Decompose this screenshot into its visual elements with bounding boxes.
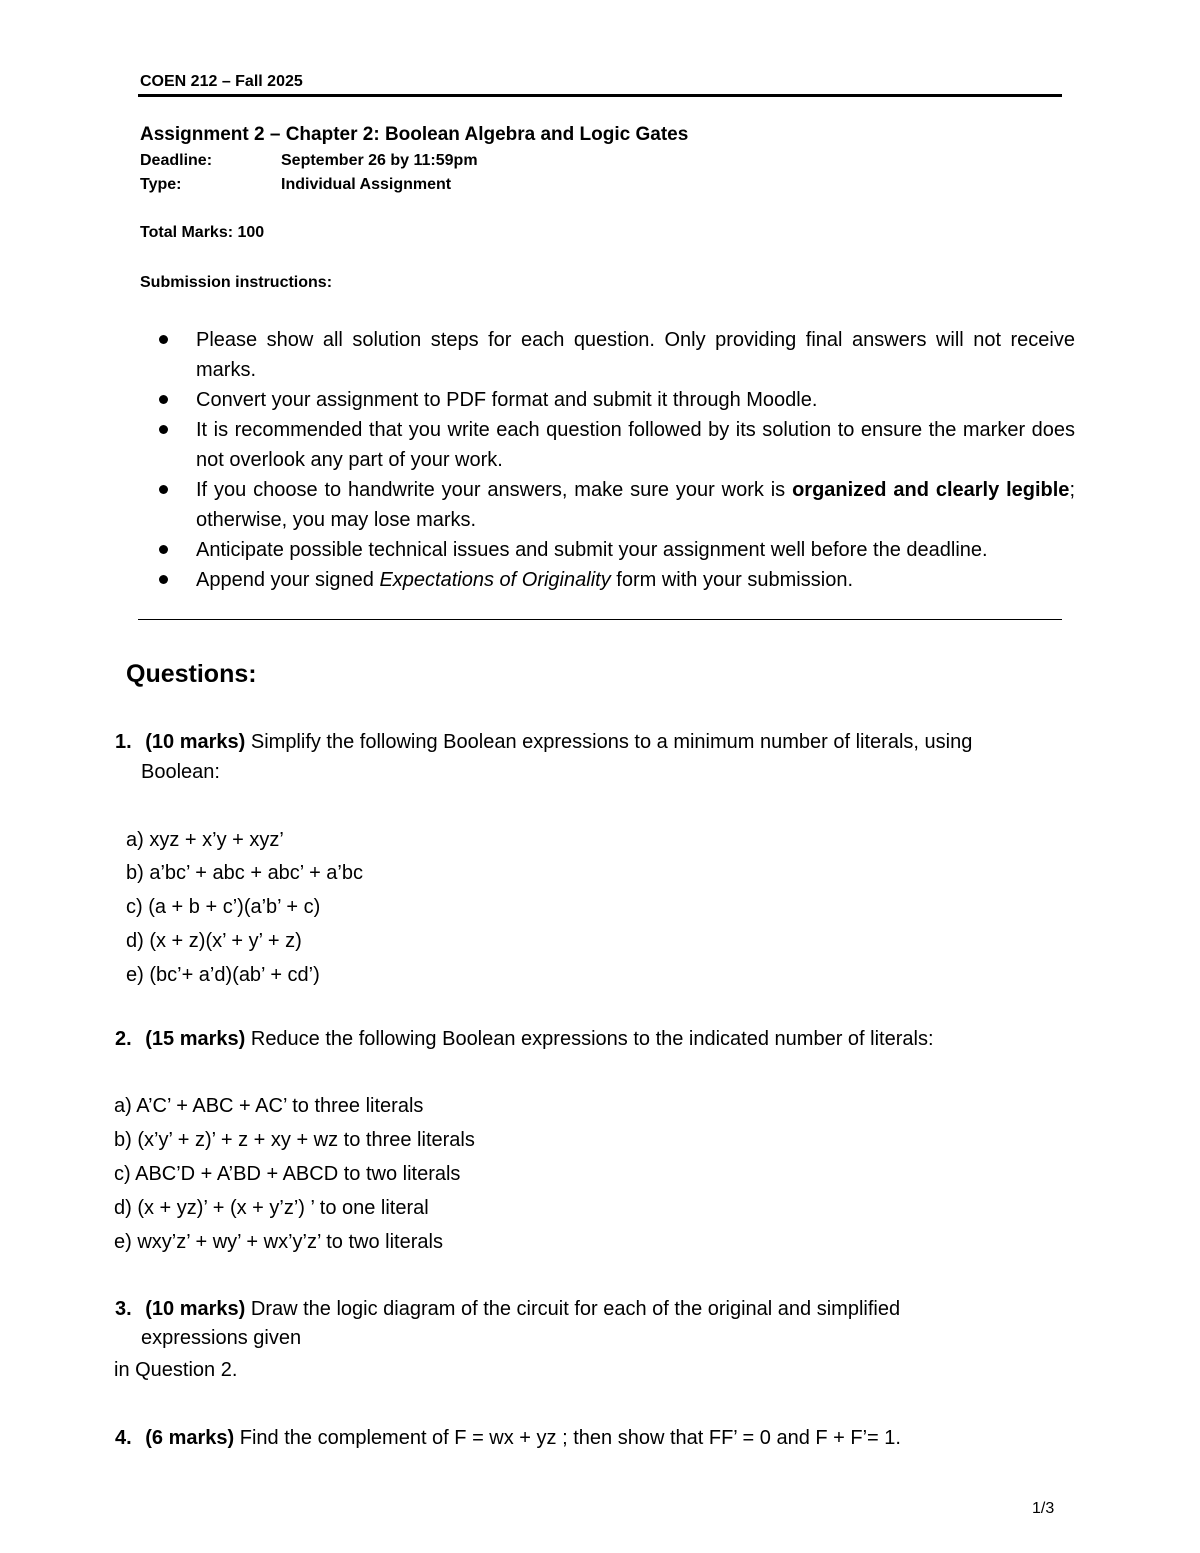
question-text: Draw the logic diagram of the circuit for each of the original and simplified bbox=[245, 1298, 901, 1320]
q1-part-b: b) a’bc’ + abc + abc’ + a’bc bbox=[126, 862, 363, 884]
instruction-text: Anticipate possible technical issues and submit your assignment well before the deadline. bbox=[196, 539, 988, 561]
instruction-text: Convert your assignment to PDF format and submit it through Moodle. bbox=[196, 389, 818, 411]
deadline-value: September 26 by 11:59pm bbox=[281, 152, 478, 169]
instruction-item bbox=[140, 325, 1075, 385]
question-4 bbox=[115, 1427, 901, 1450]
q1-part-d: d) (x + z)(x’ + y’ + z) bbox=[126, 930, 302, 952]
question-marks: (10 marks) bbox=[145, 731, 246, 753]
question-text: Reduce the following Boolean expressions to the indicated number of literals: bbox=[245, 1028, 934, 1050]
question-3-continuation: in Question 2. bbox=[114, 1359, 238, 1381]
type-value: Individual Assignment bbox=[281, 176, 452, 193]
header-rule bbox=[138, 94, 1062, 97]
questions-heading: Questions: bbox=[126, 660, 257, 688]
question-3 bbox=[115, 1298, 900, 1321]
bullet-icon bbox=[159, 335, 168, 344]
question-marks: (10 marks) bbox=[145, 1298, 246, 1320]
bullet-icon bbox=[159, 485, 168, 494]
question-marks: (6 marks) bbox=[145, 1427, 235, 1449]
instruction-item bbox=[140, 385, 1075, 415]
question-1 bbox=[115, 731, 972, 754]
q2-part-d: d) (x + yz)’ + (x + y’z’) ’ to one literal bbox=[114, 1197, 429, 1219]
question-number: 2. bbox=[115, 1028, 132, 1050]
bullet-icon bbox=[159, 575, 168, 584]
form-name: Expectations of Originality bbox=[379, 569, 611, 591]
question-number: 4. bbox=[115, 1427, 132, 1449]
instruction-item bbox=[140, 475, 1075, 535]
instruction-text: It is recommended that you write each question followed by its solution to ensure the marker does not overlook any part of your work. bbox=[196, 419, 1075, 471]
instruction-text: ; otherwise, you may lose marks. bbox=[196, 479, 1075, 531]
bullet-icon bbox=[159, 545, 168, 554]
instruction-item bbox=[140, 535, 1075, 565]
question-3-continuation: expressions given bbox=[141, 1327, 302, 1349]
course-header: COEN 212 – Fall 2025 bbox=[140, 73, 303, 90]
instruction-text: Please show all solution steps for each question. Only providing final answers will not receive marks. bbox=[196, 329, 1075, 381]
assignment-title: Assignment 2 – Chapter 2: Boolean Algebra and Logic Gates bbox=[140, 124, 689, 145]
q2-part-a: a) A’C’ + ABC + AC’ to three literals bbox=[114, 1095, 424, 1117]
instruction-text: form with your submission. bbox=[610, 569, 853, 591]
question-number: 3. bbox=[115, 1298, 132, 1320]
instruction-text: If you choose to handwrite your answers, make sure your work is bbox=[196, 479, 793, 501]
q1-part-e: e) (bc’+ a’d)(ab’ + cd’) bbox=[126, 964, 320, 986]
instruction-emphasis: organized and clearly legible bbox=[792, 479, 1070, 501]
instruction-item bbox=[140, 565, 1075, 595]
section-divider bbox=[138, 619, 1062, 620]
question-2 bbox=[115, 1028, 934, 1051]
bullet-icon bbox=[159, 425, 168, 434]
type-label: Type: bbox=[140, 176, 182, 193]
submission-heading: Submission instructions: bbox=[140, 274, 333, 291]
deadline-label: Deadline: bbox=[140, 152, 213, 169]
q2-part-b: b) (x’y’ + z)’ + z + xy + wz to three literals bbox=[114, 1129, 475, 1151]
q2-part-e: e) wxy’z’ + wy’ + wx’y’z’ to two literals bbox=[114, 1231, 443, 1253]
question-number: 1. bbox=[115, 731, 132, 753]
question-text: Find the complement of F = wx + yz ; then show that FF’ = 0 and F + F’= 1. bbox=[234, 1427, 901, 1449]
instructions-list bbox=[140, 325, 1075, 595]
page-number: 1/3 bbox=[1032, 1500, 1055, 1517]
instruction-item bbox=[140, 415, 1075, 475]
q2-part-c: c) ABC’D + A’BD + ABCD to two literals bbox=[114, 1163, 461, 1185]
question-marks: (15 marks) bbox=[145, 1028, 246, 1050]
q1-part-a: a) xyz + x’y + xyz’ bbox=[126, 829, 284, 851]
total-marks: Total Marks: 100 bbox=[140, 224, 265, 241]
question-1-continuation: Boolean: bbox=[141, 761, 220, 783]
instruction-text: Append your signed bbox=[196, 569, 380, 591]
question-text: Simplify the following Boolean expressions to a minimum number of literals, using bbox=[245, 731, 973, 753]
bullet-icon bbox=[159, 395, 168, 404]
q1-part-c: c) (a + b + c’)(a’b’ + c) bbox=[126, 896, 321, 918]
